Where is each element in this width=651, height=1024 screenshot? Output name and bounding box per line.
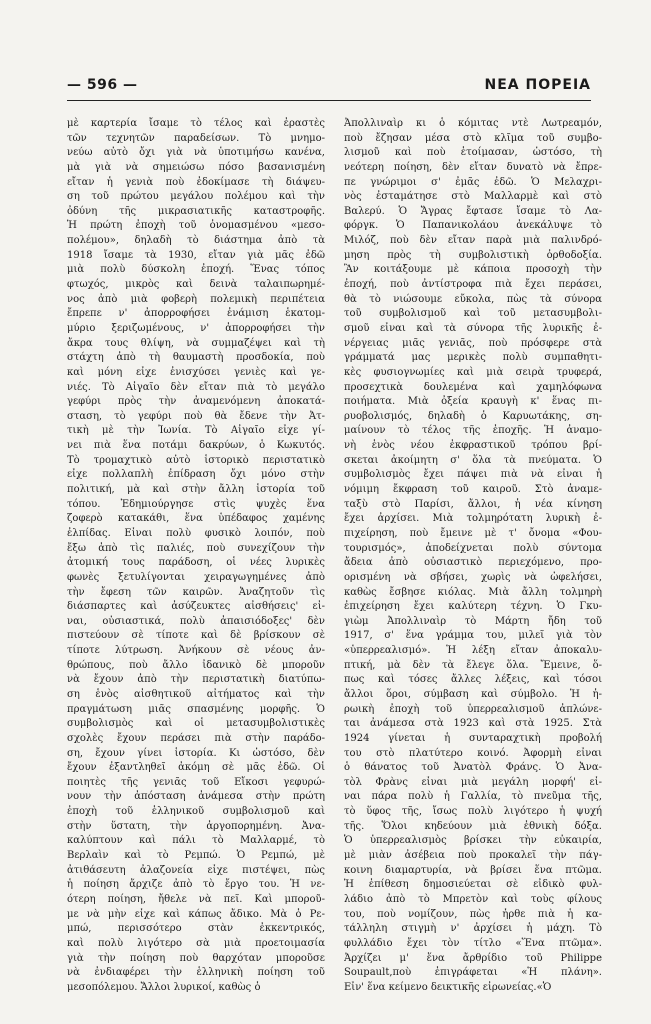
text-line: ποιητὲς τῆς γενιᾶς τοῦ Εἴκοσι γεφυρώ- (67, 776, 325, 788)
text-line: ναι πάρα πολὺ ἡ Γαλλία, τὸ πνεῦμα τῆς, (344, 791, 602, 803)
text-line: ἐποχὴ τοῦ ἑλληνικοῦ συμβολισμοῦ καὶ (67, 806, 325, 818)
text-line: του, ποὺ νομίζουν, πὼς ἦρθε πιὰ ἡ κα- (344, 908, 602, 920)
text-line: Ἂν κοιτάξουμε μὲ κάποια προσοχὴ τὴν (344, 264, 602, 276)
text-line: λισμοῦ καὶ ποὺ ἑτοίμασαν, ὡστόσο, τὴ (344, 147, 602, 159)
text-line: νος ἀπὸ μιὰ φοβερὴ πολεμικὴ περιπέτεια (67, 293, 325, 305)
text-line: ση, ἔχουν γίνει ἱστορία. Κι ὡστόσο, δὲν (67, 747, 325, 759)
text-line: πιστεύουν σὲ τίποτε καὶ δὲ βρίσκουν σὲ (67, 630, 325, 642)
text-line: νεότερη ποίηση, δὲν εἴταν δυνατὸ νὰ ἔπρε- (344, 161, 602, 173)
text-line: ἄλλοι ὅροι, σύμβαση καὶ σύμβολο. Ἡ ἡ- (344, 688, 602, 700)
text-line: Εἶν' ἕνα κείμενο δεικτικῆς εἰρωνείας.«Ὁ (344, 981, 552, 993)
text-line: πολιτική, μὰ καὶ στὴν ἄλλη ἱστορία τοῦ (67, 484, 325, 496)
text-line: ση τοῦ πρώτου μεγάλου πολέμου καὶ τὴν (67, 191, 325, 203)
text-line: μιὰ πολὺ δύσκολη ἐποχή. Ἕνας τόπος (67, 264, 325, 276)
text-line: ση ἑνὸς αἰσθητικοῦ αἰτήματος καὶ τὴν (67, 688, 325, 700)
text-line: 1918 ἴσαμε τὰ 1930, εἴταν γιὰ μᾶς ἐδῶ (67, 249, 325, 261)
text-line: ορισμένη νὰ σβήσει, χωρὶς νὰ ὠφελήσει, (344, 571, 602, 583)
text-line: πραγμάτωση μιᾶς σπασμένης μορφῆς. Ὁ (67, 703, 325, 715)
text-line: του στὸ πλατύτερο κοινό. Ἀφορμὴ εἶναι (344, 747, 602, 759)
header-rule (67, 100, 591, 101)
right-column (344, 117, 602, 1012)
text-line: ὁ θάνατος τοῦ Ἀνατὸλ Φράνς. Ὁ Ἀνα- (344, 762, 602, 774)
text-line: μεσοπόλεμου. Ἄλλοι λυρικοί, καθὼς ὁ (67, 981, 261, 993)
text-line: «ὑπερρεαλισμό». Ἡ λέξη εἴταν ἀποκαλυ- (344, 645, 602, 657)
text-line: στάχτη ἀπὸ τὴ θαυμαστὴ προσδοκία, ποὺ (67, 352, 325, 364)
page-header (67, 74, 591, 96)
text-line: Βαλερύ. Ὁ Ἄγρας ἔφτασε ἴσαμε τὸ Λα- (344, 205, 602, 217)
text-line: 1917, σ' ἕνα γράμμα του, μιλεῖ γιὰ τὸν (344, 630, 602, 642)
text-line: τῶν τεχνητῶν παραδείσων. Τὸ μνημο- (67, 132, 325, 144)
journal-title: ΝΕΑ ΠΟΡΕΙΑ (484, 77, 591, 93)
text-line: Μιλόζ, ποὺ δὲν εἴταν παρὰ μιὰ παλινδρό- (344, 235, 602, 247)
text-line: πιχείρηση, ποὺ ἔμεινε μὲ τ' ὄνομα «Φου- (344, 527, 602, 539)
text-line: ἔχει ἀρχίσει. Μιὰ τολμηρότατη λυρικὴ ἐ- (344, 513, 602, 525)
text-line: τόπου. Ἐδημιούργησε στὶς ψυχὲς ἕνα (67, 498, 325, 510)
text-line: μαίνουν τὸ τέλος τῆς ἐποχῆς. Ἡ ἀναμο- (344, 425, 602, 437)
text-line: νόμιμη ἔκφραση τοῦ καιροῦ. Στὸ ἀναμε- (344, 484, 602, 496)
text-line: συμβολισμὸς καὶ οἱ μετασυμβολιστικὲς (67, 718, 325, 730)
text-line: καὶ πολὺ λιγότερο σὰ μιὰ προετοιμασία (67, 937, 325, 949)
text-line: εἴταν ἡ γενιὰ ποὺ ἐδοκίμασε τὴ διάψευ- (67, 176, 325, 188)
text-line: τὸ ὕφος τῆς, ἴσως πολὺ λιγότερο ἡ ψυχή (344, 806, 602, 818)
text-line: μπώ, περισσότερο στὰν ἐκκεντρικός, (67, 923, 325, 935)
left-column (67, 117, 325, 1012)
text-line: μὰ γιὰ νὰ σημειώσω πόσο βασανισμένη (67, 161, 325, 173)
text-line: νὸς ἐσταμάτησε στὸ Μαλλαρμὲ καὶ στὸ (344, 191, 602, 203)
text-line: σχολὲς ἔχουν περάσει πιὰ στὴν παράδο- (67, 732, 325, 744)
text-line: μὲ καρτερία ἴσαμε τὸ τέλος καὶ ἐραστὲς (67, 118, 325, 129)
text-line: νει πιὰ ἕνα ποτάμι δακρύων, ὁ Κωκυτός. (67, 440, 325, 452)
text-line: ότερη ποίηση, ἤθελε νὰ πεῖ. Καὶ μποροῦ- (67, 893, 325, 905)
text-line: πτική, μὰ δὲν τὰ ἔλεγε ὅλα. Ἔμεινε, ὅ- (344, 659, 602, 671)
text-line: ναι, οὐσιαστικά, πολὺ ἀπαισιόδοξες' δὲν (67, 615, 325, 627)
text-line: Ἀπολλιναὶρ κι ὁ κόμιτας ντὲ Λωτρεαμόν, (344, 118, 602, 129)
text-line: Ἡ ἐπίθεση δημοσιεύεται σὲ εἰδικὸ φυλ- (344, 879, 602, 891)
text-line: νεύω αὐτὸ ὄχι γιὰ νὰ ὑποτιμήσω κανένα, (67, 147, 325, 159)
text-line: γράμματά μας μερικὲς πολὺ συμπαθητι- (344, 352, 602, 364)
text-line: φτωχός, μικρὸς καὶ δεινὰ ταλαιπωρημέ- (67, 279, 325, 291)
text-line: φυλλάδιο ἔχει τὸν τίτλο «Ἕνα πτῶμα». (344, 937, 602, 949)
text-line: ἀτιθάσευτη ἀλαζονεία εἶχε πιστέψει, πὼς (67, 864, 325, 876)
text-line: τικὴ μὲ τὴν Ἰωνία. Τὸ Αἰγαῖο εἶχε γί- (67, 425, 325, 437)
text-line: σταση, τὸ γεφύρι ποὺ θὰ ἔδενε τὴν Ἀτ- (67, 410, 325, 422)
text-line: ποιήματα. Μιὰ ὀξεία κραυγὴ κ' ἕνας πι- (344, 396, 602, 408)
text-line: ρωικὴ ἐποχὴ τοῦ ὑπερρεαλισμοῦ ἀπλώνε- (344, 703, 602, 715)
text-line: νουν τὴν ἀπόσταση ἀνάμεσα στὴν πρώτη (67, 791, 325, 803)
page-number: — 596 — (67, 77, 138, 93)
text-line: Ὁ ὑπερρεαλισμὸς βρίσκει τὴν εὐκαιρία, (344, 835, 602, 847)
text-line: Soupault,ποὺ ἐπιγράφεται «Ἡ πλάνη». (344, 967, 602, 979)
text-line: 1924 γίνεται ἡ συνταραχτικὴ προβολή (344, 732, 602, 744)
text-line: ἐλπίδας. Εἶναι πολὺ φυσικὸ λοιπόν, ποὺ (67, 527, 325, 539)
text-line: Ἡ πρώτη ἐποχὴ τοῦ ὀνομασμένου «μεσο- (67, 220, 325, 232)
text-line: Τὸ τρομαχτικὸ αὐτὸ ἱστορικὸ περιστατικὸ (67, 454, 325, 466)
text-line: ρυοβολισμός, δηλαδὴ ὁ Καρυωτάκης, ση- (344, 410, 602, 422)
text-line: ἡ ποίηση ἄρχιζε ἀπὸ τὸ ἔργο του. Ἡ νε- (67, 879, 325, 891)
text-line: μηση πρὸς τὴ συμβολιστικὴ ὀρθοδοξία. (344, 249, 602, 261)
text-line: ἀτομική τους παράδοση, οἱ νέες λυρικὲς (67, 557, 325, 569)
text-line: ζοφερὸ κατακάθι, ἕνα ὑπέδαφος χαμένης (67, 513, 325, 525)
text-line: νέργειας μιᾶς γενιᾶς, ποὺ πρόσφερε στὰ (344, 337, 602, 349)
text-line: εἶχε πολλαπλὴ ἐπίδραση ὄχι μόνο στὴν (67, 469, 325, 481)
text-line: ἄδεια ἀπὸ οὐσιαστικὸ περιεχόμενο, προ- (344, 557, 602, 569)
text-line: σμοῦ εἶναι καὶ τὰ σύνορα τῆς λυρικῆς ἐ- (344, 322, 602, 334)
text-line: πε γνώριμοι σ' ἐμᾶς ἐδῶ. Ὁ Μελαχρι- (344, 176, 602, 188)
text-line: καθὼς ἔσβησε κιόλας. Μιὰ ἄλλη τολμηρὴ (344, 586, 602, 598)
text-line: ται ἀνάμεσα στὰ 1923 καὶ στὰ 1925. Στὰ (344, 718, 602, 730)
text-line: ἐπιχείρηση ἔχει καλύτερη τέχνη. Ὁ Γκυ- (344, 601, 602, 613)
text-line: μύριο ξεριζωμένους, ν' ἀπορροφήσει τὴν (67, 322, 325, 334)
text-line: νὰ ἔχουν ἀπὸ τὴν περιστατικὴ διατύπω- (67, 674, 325, 686)
text-line: Βερλαὶν καὶ τὸ Ρεμπώ. Ὁ Ρεμπώ, μὲ (67, 850, 325, 862)
text-line: ἔξω ἀπὸ τὶς παλιές, ποὺ συνεχίζουν τὴν (67, 542, 325, 554)
text-line: τίποτε λύτρωση. Ἀνήκουν σὲ νέους ἀν- (67, 645, 325, 657)
text-line: πολέμου», δηλαδὴ τὸ διάστημα ἀπὸ τὰ (67, 235, 325, 247)
text-line: κὲς φυσιογνωμίες καὶ μιὰ σειρὰ τρυφερά, (344, 366, 602, 378)
text-line: τοῦ συμβολισμοῦ καὶ τοῦ μετασυμβολι- (344, 308, 602, 320)
text-line: γιὼμ Ἀπολλιναὶρ τὸ Μάρτη ἤδη τοῦ (344, 615, 602, 627)
text-line: θρώπους, ποὺ ἄλλο ἰδανικὸ δὲ μποροῦν (67, 659, 325, 671)
text-line: τὴν ἔφεση τῶν καιρῶν. Ἀναζητοῦν τὶς (67, 586, 325, 598)
text-line: καὶ μόνη εἶχε ἐνισχύσει γενιὲς καὶ γε- (67, 366, 325, 378)
text-line: ταξὺ στὸ Παρίσι, ἄλλοι, ἡ νέα κίνηση (344, 498, 602, 510)
text-line: γιὰ τὴν ποίηση ποὺ θαρχόταν μποροῦσε (67, 952, 325, 964)
text-line: φόργκ. Ὁ Παπανικολάου ἀνεκάλυψε τὸ (344, 220, 602, 232)
text-line: ἄκρα τους θλίψη, νὰ συμμαζέψει καὶ τὴ (67, 337, 325, 349)
text-line: Ἀρχίζει μ' ἕνα ἄρθρίδιο τοῦ Philippe (344, 952, 602, 964)
text-line: γεφύρι πρὸς τὴν ἀναμενόμενη ἀποκατά- (67, 396, 325, 408)
text-line: ποὺ ἔζησαν μέσα στὸ κλῖμα τοῦ συμβο- (344, 132, 602, 144)
text-line: κοινη διαμαρτυρία, νὰ βρίσει ἕνα πτῶμα. (344, 864, 602, 876)
text-line: τουρισμός», ἀποδείχνεται πολὺ σύντομα (344, 542, 602, 554)
text-line: με νὰ μὴν εἶχε καὶ κάπως ἄδικο. Μὰ ὁ Ρε- (67, 908, 325, 920)
text-line: ἐποχή, ποὺ ἀντίστροφα πιὰ ἔχει περάσει, (344, 279, 602, 291)
text-line: ὀδύνη τῆς μικρασιατικῆς καταστροφῆς. (67, 205, 325, 217)
text-line: τὸλ Φρὰνς εἶναι μιὰ μεγάλη μορφή' εἶ- (344, 776, 602, 788)
text-line: μὲ μιὰν ἀσέβεια ποὺ προκαλεῖ τὴν πάγ- (344, 850, 602, 862)
text-line: θὰ τὸ νιώσουμε εὔκολα, πὼς τὰ σύνορα (344, 293, 602, 305)
text-line: συμβολισμὸς ἔχει πάψει πιὰ νὰ εἶναι ἡ (344, 469, 602, 481)
text-line: καλύπτουν καὶ πάλι τὸ Μαλλαρμέ, τὸ (67, 835, 325, 847)
text-line: ἔχουν ἐξαντληθεῖ ἀκόμη σὲ μᾶς ἐδῶ. Οἱ (67, 762, 325, 774)
text-line: πως καὶ τόσες ἄλλες λέξεις, καὶ τόσοι (344, 674, 602, 686)
text-line: προσεχτικὰ δουλεμένα καὶ χαμηλόφωνα (344, 381, 602, 393)
text-line: νὰ ἐνδιαφέρει τὴν ἑλληνικὴ ποίηση τοῦ (67, 967, 325, 979)
text-line: νὴ ἑνὸς νέου ἐκφραστικοῦ τρόπου βρί- (344, 440, 602, 452)
text-line: ἔπρεπε ν' ἀπορροφήσει ἐνάμιση ἑκατομ- (67, 308, 325, 320)
text-line: νιές. Τὸ Αἰγαῖο δὲν εἴταν πιὰ τὸ μεγάλο (67, 381, 325, 393)
text-line: τάλληλη στιγμὴ ν' ἀρχίσει ἡ μάχη. Τὸ (344, 923, 602, 935)
text-line: σκεται ἀκοίμητη σ' ὅλα τὰ πνεύματα. Ὁ (344, 454, 602, 466)
text-line: στὴν ὕστατη, τὴν ἀργοπορημένη. Ἀνα- (67, 820, 325, 832)
text-line: φωνὲς ξετυλίγονται χειραγωγημένες ἀπὸ (67, 571, 325, 583)
text-line: διάσπαρτες καὶ ἀσύζευκτες αἰσθήσεις' εἰ- (67, 601, 325, 613)
text-line: τῆς. Ὅλοι κηδεύουν μιὰ ἐθνικὴ δόξα. (344, 820, 602, 832)
text-line: λάδιο ἀπὸ τὸ Μπρετὸν καὶ τοὺς φίλους (344, 893, 602, 905)
